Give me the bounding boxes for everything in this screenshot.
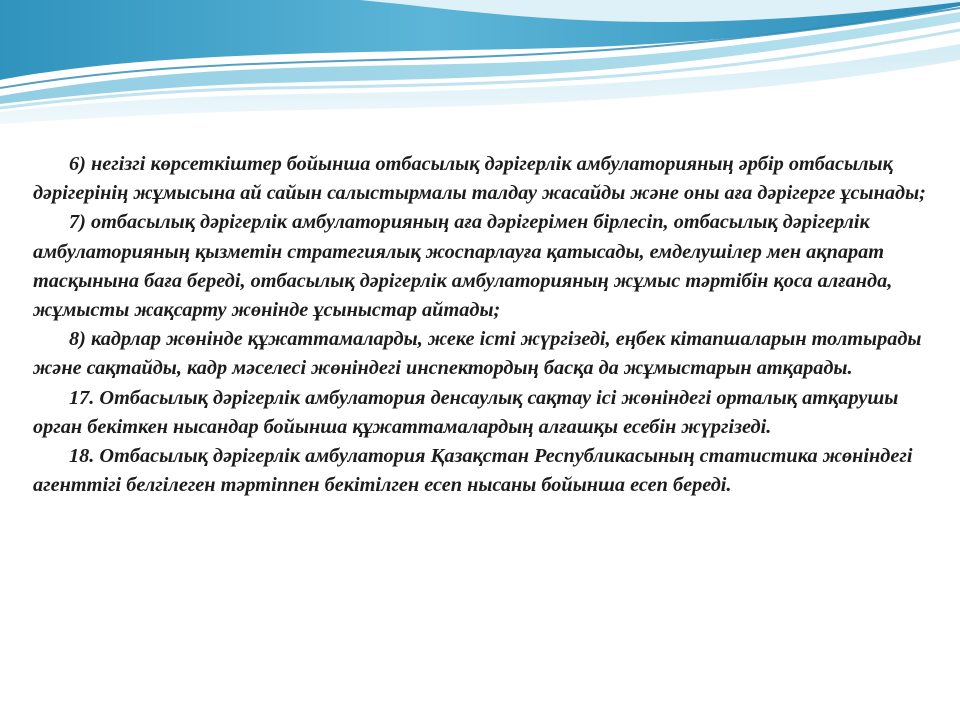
decorative-wave-header bbox=[0, 0, 960, 130]
document-text-body bbox=[33, 150, 928, 500]
paragraph-6: 6) негізгі көрсеткіштер бойынша отбасылық дәрігерлік амбулаторияның әрбір отбасылық дәрігерінің жұмысына ай сайын салыстырмалы талдау жасайды және оны аға дәрігерге ұсынады; bbox=[33, 153, 926, 205]
paragraph-8: 8) кадрлар жөнінде құжаттамаларды, жеке істі жүргізеді, еңбек кітапшаларын толтырады және сақтайды, кадр мәселесі жөніндегі инспектордың басқа да жұмыстарын атқарады. bbox=[33, 328, 922, 380]
paragraph-7: 7) отбасылық дәрігерлік амбулаторияның аға дәрігерімен бірлесіп, отбасылық дәрігерлік амбулаторияның қызметін стратегиялық жоспарлауға қатысады, емделушілер мен ақпарат тасқынына баға береді, отбасылық дәрігерлік амбулаторияның жұмыс тәртібін қоса алғанда, жұмысты жақсарту жөнінде ұсыныстар айтады; bbox=[33, 211, 893, 322]
paragraph-17: 17. Отбасылық дәрігерлік амбулатория денсаулық сақтау ісі жөніндегі орталық атқарушы орган бекіткен нысандар бойынша құжаттамалардың алғашқы есебін жүргізеді. bbox=[33, 386, 899, 438]
paragraph-18: 18. Отбасылық дәрігерлік амбулатория Қазақстан Республикасының статистика жөніндегі агенттігі белгілеген тәртіппен бекітілген есеп нысаны бойынша есеп береді. bbox=[33, 445, 913, 497]
